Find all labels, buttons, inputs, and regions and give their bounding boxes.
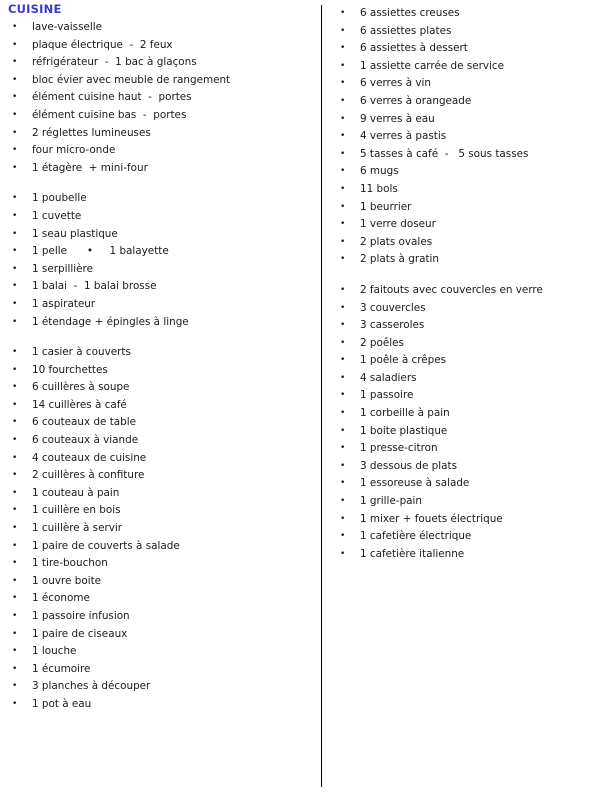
left-column bbox=[0, 3, 321, 714]
list-item: • 1 beurrier bbox=[322, 199, 615, 217]
list-item: • 1 poêle à crêpes bbox=[322, 352, 615, 370]
list-item: • 2 plats à gratin bbox=[322, 251, 615, 269]
list-item: • 2 cuillères à confiture bbox=[0, 467, 321, 485]
list-item: • 1 cuillère à servir bbox=[0, 520, 321, 538]
list-item: • 1 tire-bouchon bbox=[0, 555, 321, 573]
list-item: • 2 poêles bbox=[322, 335, 615, 353]
list-item: • 1 serpillière bbox=[0, 261, 321, 279]
list-item: • 3 dessous de plats bbox=[322, 458, 615, 476]
list-item: • 1 seau plastique bbox=[0, 226, 321, 244]
list-item: • 1 pelle • 1 balayette bbox=[0, 243, 321, 261]
list-item: • 6 assiettes à dessert bbox=[322, 40, 615, 58]
list-item: • 6 mugs bbox=[322, 163, 615, 181]
list-item: • bloc évier avec meuble de rangement bbox=[0, 72, 321, 90]
list-item: • 5 tasses à café - 5 sous tasses bbox=[322, 146, 615, 164]
list-item: • 2 faitouts avec couvercles en verre bbox=[322, 282, 615, 300]
list-item: • 1 aspirateur bbox=[0, 296, 321, 314]
list-item: • 11 bols bbox=[322, 181, 615, 199]
list-item: • 6 verres à vin bbox=[322, 75, 615, 93]
list-item: • plaque électrique - 2 feux bbox=[0, 37, 321, 55]
list-item: • 1 assiette carrée de service bbox=[322, 58, 615, 76]
list-item: • 6 assiettes creuses bbox=[322, 5, 615, 23]
list-item: • 4 saladiers bbox=[322, 370, 615, 388]
list-item: • 14 cuillères à café bbox=[0, 397, 321, 415]
list-item: • 1 essoreuse à salade bbox=[322, 475, 615, 493]
list-item: • 1 balai - 1 balai brosse bbox=[0, 278, 321, 296]
list-item: • 1 pot à eau bbox=[0, 696, 321, 714]
list-item: • 1 paire de ciseaux bbox=[0, 626, 321, 644]
list-item: • 1 presse-citron bbox=[322, 440, 615, 458]
list-item: • 1 économe bbox=[0, 590, 321, 608]
list-item: • 1 passoire infusion bbox=[0, 608, 321, 626]
list-item: • 6 verres à orangeade bbox=[322, 93, 615, 111]
list-item: • 2 réglettes lumineuses bbox=[0, 125, 321, 143]
list-item: • 6 couteaux à viande bbox=[0, 432, 321, 450]
list-spacer bbox=[0, 177, 321, 190]
list-item: • 4 couteaux de cuisine bbox=[0, 450, 321, 468]
list-item: • 6 cuillères à soupe bbox=[0, 379, 321, 397]
two-column-layout bbox=[0, 3, 615, 800]
list-item: • 1 passoire bbox=[322, 387, 615, 405]
list-item: • 1 étendage + épingles à linge bbox=[0, 314, 321, 332]
list-item: • 3 couvercles bbox=[322, 300, 615, 318]
list-item: • 9 verres à eau bbox=[322, 111, 615, 129]
list-item: • 1 couteau à pain bbox=[0, 485, 321, 503]
list-item: • 1 écumoire bbox=[0, 661, 321, 679]
list-item: • 1 ouvre boite bbox=[0, 573, 321, 591]
list-item: • 1 grille-pain bbox=[322, 493, 615, 511]
list-item: • 2 plats ovales bbox=[322, 234, 615, 252]
list-item: • 1 mixer + fouets électrique bbox=[322, 511, 615, 529]
list-item: • 1 boite plastique bbox=[322, 423, 615, 441]
list-item: • 1 verre doseur bbox=[322, 216, 615, 234]
list-item: • 10 fourchettes bbox=[0, 362, 321, 380]
right-column bbox=[322, 3, 615, 563]
list-item: • élément cuisine bas - portes bbox=[0, 107, 321, 125]
list-item: • réfrigérateur - 1 bac à glaçons bbox=[0, 54, 321, 72]
list-item: • 1 étagère + mini-four bbox=[0, 160, 321, 178]
list-item: • 1 cafetière électrique bbox=[322, 528, 615, 546]
list-item: • 1 paire de couverts à salade bbox=[0, 538, 321, 556]
list-spacer bbox=[0, 331, 321, 344]
list-item: • 3 casseroles bbox=[322, 317, 615, 335]
list-item: • 1 poubelle bbox=[0, 190, 321, 208]
list-item: • élément cuisine haut - portes bbox=[0, 89, 321, 107]
list-item: • 6 assiettes plates bbox=[322, 23, 615, 41]
list-item: • 3 planches à découper bbox=[0, 678, 321, 696]
list-item: • four micro-onde bbox=[0, 142, 321, 160]
list-item: • 1 casier à couverts bbox=[0, 344, 321, 362]
list-item: • 1 corbeille à pain bbox=[322, 405, 615, 423]
list-item: • lave-vaisselle bbox=[0, 19, 321, 37]
list-item: • 1 cuillère en bois bbox=[0, 502, 321, 520]
kitchen-inventory-list-right bbox=[322, 5, 615, 563]
list-item: • 1 cafetière italienne bbox=[322, 546, 615, 564]
page-title: CUISINE bbox=[8, 2, 62, 16]
list-item: • 1 cuvette bbox=[0, 208, 321, 226]
list-spacer bbox=[322, 269, 615, 282]
kitchen-inventory-list-left bbox=[0, 19, 321, 714]
list-item: • 4 verres à pastis bbox=[322, 128, 615, 146]
list-item: • 6 couteaux de table bbox=[0, 414, 321, 432]
list-item: • 1 louche bbox=[0, 643, 321, 661]
